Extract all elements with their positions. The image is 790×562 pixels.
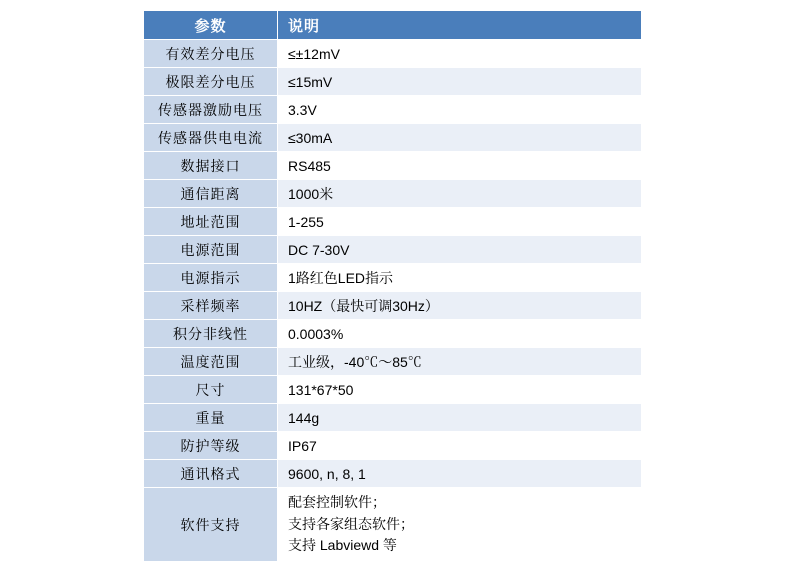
- row-label: 电源范围: [144, 236, 278, 264]
- row-value: ≤30mA: [278, 124, 642, 152]
- table-row: [144, 236, 642, 264]
- row-value: 1路红色LED指示: [278, 264, 642, 292]
- row-label: 积分非线性: [144, 320, 278, 348]
- row-value: 1-255: [278, 208, 642, 236]
- row-label: 数据接口: [144, 152, 278, 180]
- table-row: [144, 264, 642, 292]
- row-label: 传感器激励电压: [144, 96, 278, 124]
- row-value: 1000米: [278, 180, 642, 208]
- row-value: 131*67*50: [278, 376, 642, 404]
- row-value-line: 支持各家组态软件；: [288, 515, 414, 532]
- row-label: 尺寸: [144, 376, 278, 404]
- row-value: DC 7-30V: [278, 236, 642, 264]
- row-value-line: 支持 Labviewd 等: [288, 537, 397, 554]
- row-label: 通信距离: [144, 180, 278, 208]
- table-row: [144, 432, 642, 460]
- row-value: ≤±12mV: [278, 40, 642, 68]
- table-row: [144, 68, 642, 96]
- row-value: [278, 488, 642, 562]
- column-header-parameter: 参数: [144, 11, 278, 40]
- table-row: [144, 208, 642, 236]
- row-label: 温度范围: [144, 348, 278, 376]
- row-value: ≤15mV: [278, 68, 642, 96]
- row-label: 软件支持: [144, 488, 278, 562]
- table-row: [144, 320, 642, 348]
- table-row: [144, 404, 642, 432]
- table-row: [144, 124, 642, 152]
- table-row: [144, 376, 642, 404]
- row-value-line: 配套控制软件；: [288, 494, 386, 510]
- table-row: [144, 152, 642, 180]
- specification-table: [143, 10, 642, 562]
- row-value: 0.0003%: [278, 320, 642, 348]
- table-row: [144, 488, 642, 562]
- table-row: [144, 180, 642, 208]
- row-label: 传感器供电电流: [144, 124, 278, 152]
- table-row: [144, 460, 642, 488]
- row-value: 工业级，-40℃～85℃: [278, 348, 642, 376]
- column-header-description: 说明: [278, 11, 642, 40]
- row-label: 有效差分电压: [144, 40, 278, 68]
- row-value: 144g: [278, 404, 642, 432]
- table-row: [144, 96, 642, 124]
- row-label: 防护等级: [144, 432, 278, 460]
- row-value: 9600, n, 8, 1: [278, 460, 642, 488]
- table-header-row: [144, 11, 642, 40]
- table-row: [144, 348, 642, 376]
- row-label: 重量: [144, 404, 278, 432]
- row-value: 3.3V: [278, 96, 642, 124]
- row-value: RS485: [278, 152, 642, 180]
- table-row: [144, 292, 642, 320]
- row-label: 电源指示: [144, 264, 278, 292]
- table-row: [144, 40, 642, 68]
- row-label: 地址范围: [144, 208, 278, 236]
- row-label: 采样频率: [144, 292, 278, 320]
- row-value: 10HZ（最快可调30Hz）: [278, 292, 642, 320]
- row-value: IP67: [278, 432, 642, 460]
- row-label: 极限差分电压: [144, 68, 278, 96]
- row-label: 通讯格式: [144, 460, 278, 488]
